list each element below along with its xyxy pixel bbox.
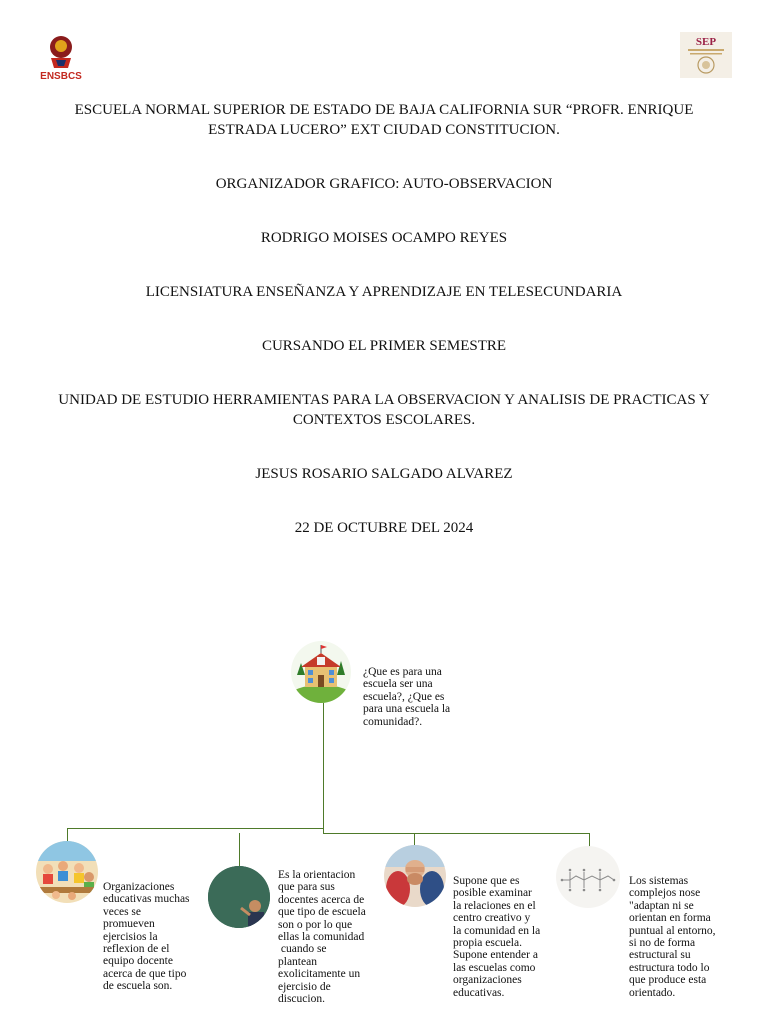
degree-name: LICENSIATURA ENSEÑANZA Y APRENDIZAJE EN TELESECUNDARIA [145,284,623,300]
branch-4-line: que produce esta [629,974,707,987]
branch-4-line: estructural su [629,949,691,962]
branch-4-text [629,875,734,999]
student-name: RODRIGO MOISES OCAMPO REYES [260,230,508,246]
branch-4-line: orientan en forma [629,912,711,925]
branch-4-line: si no de forma [629,937,696,950]
branch-1-line: educativas muchas [103,893,190,906]
assignment-title: ORGANIZADOR GRAFICO: AUTO-OBSERVACION [215,176,553,192]
date: 22 DE OCTUBRE DEL 2024 [294,520,474,536]
ensbcs-logo-text: ENSBCS [40,71,82,82]
branch-3-line: la comunidad en la [453,924,541,937]
branch-3-text [453,875,553,999]
branch-4-line: orientado. [629,986,676,999]
branch-1-line: de escuela son. [103,980,173,993]
branch-1-text [103,881,203,993]
branch-3-line: posible examinar [453,887,532,900]
branch-3-line: educativas. [453,986,505,999]
connector-branch-4 [589,833,590,847]
root-line-2: escuela ser una [363,678,433,691]
teacher-name: JESUS ROSARIO SALGADO ALVAREZ [255,466,513,482]
teacher-chalkboard-icon [208,866,270,928]
classroom-children-icon [36,841,98,903]
branch-2-line: discucion. [278,993,325,1006]
branch-2-line: son o por lo que [278,918,353,931]
branch-3-line: organizaciones [453,974,522,987]
branch-4-line: estructura todo lo [629,961,710,974]
branch-3-line: la relaciones en el [453,899,536,912]
connector-branch-1 [67,828,68,842]
sep-logo-icon [680,32,732,78]
root-line-1: ¿Que es para una [363,666,442,678]
branch-3-line: Supone que es [453,875,520,887]
root-line-3: escuela?, ¿Que es [363,690,445,703]
branch-2-line: exolicitamente un [278,968,361,981]
branch-4-line: complejos nose [629,887,701,900]
branch-2-line: ejercisio de [278,980,331,993]
branch-2-line: ellas la comunidad [278,931,365,944]
branch-2-line: que para sus [278,881,335,894]
school-name-line-2: ESTRADA LUCERO” EXT CIUDAD CONSTITUCION. [208,122,560,138]
branch-3-line: las escuelas como [453,961,536,974]
ensbcs-logo-icon [36,32,86,82]
branch-1-line: promueven [103,918,155,931]
root-line-5: comunidad?. [363,715,423,728]
root-question [363,666,473,728]
unit-line-2: CONTEXTOS ESCOLARES. [292,412,476,428]
connector-branch-3 [414,833,415,845]
branch-2-line: plantean [278,955,317,968]
sep-logo-text: SEP [695,36,717,48]
connector-right [323,833,589,834]
branch-4-line: "adaptan ni se [629,899,694,912]
connector-branch-2 [239,833,240,867]
branch-1-line: Organizaciones [103,881,175,893]
branch-4-line: Los sistemas [629,875,689,887]
school-name-line-1: ESCUELA NORMAL SUPERIOR DE ESTADO DE BAJA CALIFORNIA SUR “PROFR. ENRIQUE [74,102,694,118]
unit-line-1: UNIDAD DE ESTUDIO HERRAMIENTAS PARA LA OBSERVACION Y ANALISIS DE PRACTICAS Y [58,392,710,408]
team-hands-icon [384,845,446,907]
branch-2-line: docentes acerca de [278,893,365,906]
connector-left [67,828,323,829]
branch-4-line: puntual al entorno, [629,924,716,937]
branch-1-line: equipo docente [103,955,173,968]
branch-1-line: acerca de que tipo [103,967,187,980]
root-line-4: para una escuela la [363,703,451,716]
branch-3-line: centro creativo y [453,912,531,925]
semester: CURSANDO EL PRIMER SEMESTRE [261,338,507,354]
branch-3-line: propia escuela. [453,937,522,950]
branch-2-line: cuando se [278,943,327,956]
branch-1-line: veces se [103,905,141,918]
branch-2-line: Es la orientacion [278,869,356,881]
branch-1-line: reflexion de el [103,943,170,956]
branch-1-line: ejercisios la [103,930,158,943]
connector-trunk [323,700,324,833]
molecule-structure-icon [556,846,620,908]
branch-2-text [278,869,378,1005]
branch-2-line: que tipo de escuela [278,906,366,919]
branch-3-line: Supone entender a [453,949,538,962]
school-building-icon [291,641,351,703]
